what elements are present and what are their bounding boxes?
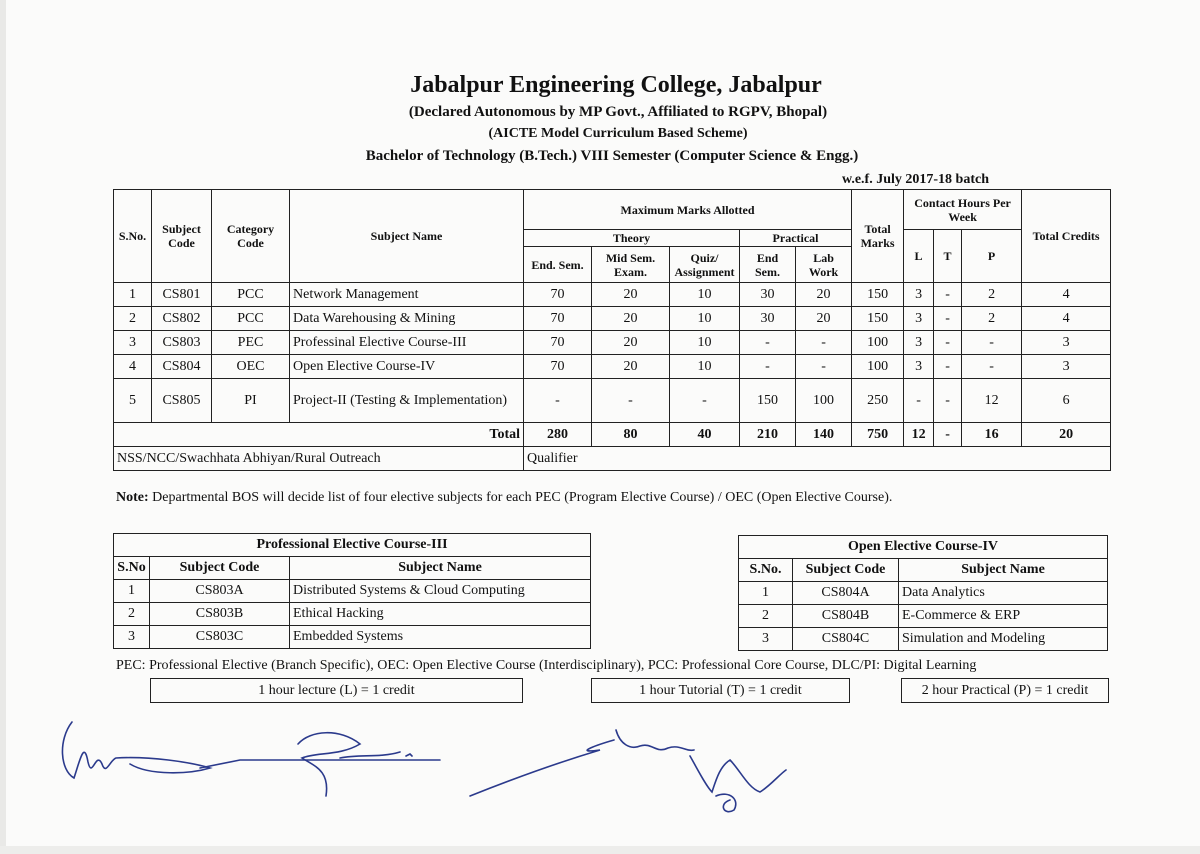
cell-sno: 2 (114, 307, 152, 331)
college-affiliation: (Declared Autonomous by MP Govt., Affiliated to RGPV, Bhopal) (408, 104, 828, 120)
nss-value: Qualifier (524, 447, 1111, 471)
cell-t: - (934, 379, 962, 423)
cell-practical-end: 30 (740, 283, 796, 307)
cell-total-marks: 150 (852, 307, 904, 331)
cell-p: - (962, 331, 1022, 355)
cell-sno: 2 (114, 603, 150, 626)
pe-caption: Professional Elective Course-III (114, 534, 591, 557)
caption-row (114, 534, 591, 557)
col-t: T (934, 230, 962, 283)
open-elective-table (738, 535, 1108, 651)
note (116, 490, 892, 506)
cell-code: CS804B (793, 605, 899, 628)
cell-quiz: 10 (670, 355, 740, 379)
cell-subject-name: Data Warehousing & Mining (290, 307, 524, 331)
page-edge (0, 0, 6, 854)
scheme-name: (AICTE Model Curriculum Based Scheme) (488, 126, 748, 141)
page-edge-bottom (0, 846, 1200, 854)
cell-lab-work: - (796, 355, 852, 379)
oe-col-sno: S.No. (739, 559, 793, 582)
table-row (114, 580, 591, 603)
cell-code: CS801 (152, 283, 212, 307)
col-contact-hours: Contact Hours Per Week (904, 190, 1022, 230)
col-theory: Theory (524, 230, 740, 247)
table-row (739, 605, 1108, 628)
cell-practical-end: - (740, 355, 796, 379)
cell-lab-work: 20 (796, 307, 852, 331)
cell-quiz: 10 (670, 331, 740, 355)
oe-caption: Open Elective Course-IV (739, 536, 1108, 559)
cell-sno: 3 (739, 628, 793, 651)
cell-subject-name: Data Analytics (899, 582, 1108, 605)
cell-subject-name: Network Management (290, 283, 524, 307)
total-label: Total (114, 423, 524, 447)
cell-lab-work: 20 (796, 283, 852, 307)
cell-category: PCC (212, 283, 290, 307)
cell-credits: 3 (1022, 331, 1111, 355)
table-row (114, 626, 591, 649)
col-lab-work: Lab Work (796, 247, 852, 283)
total-quiz: 40 (670, 423, 740, 447)
cell-l: 3 (904, 355, 934, 379)
oe-col-name: Subject Name (899, 559, 1108, 582)
cell-code: CS805 (152, 379, 212, 423)
cell-t: - (934, 331, 962, 355)
pe-col-sno: S.No (114, 557, 150, 580)
col-max-marks: Maximum Marks Allotted (524, 190, 852, 230)
cell-sno: 4 (114, 355, 152, 379)
cell-subject-name: Simulation and Modeling (899, 628, 1108, 651)
col-practical-end-sem: End Sem. (740, 247, 796, 283)
cell-total-marks: 150 (852, 283, 904, 307)
nss-row (114, 447, 1111, 471)
signature-4 (690, 756, 786, 812)
cell-l: - (904, 379, 934, 423)
cell-quiz: 10 (670, 307, 740, 331)
table-row (114, 379, 1111, 423)
signature-3 (470, 730, 694, 796)
note-label: Note: (116, 490, 149, 505)
cell-mid-sem: 20 (592, 331, 670, 355)
professional-elective-table (113, 533, 591, 649)
total-practical-end: 210 (740, 423, 796, 447)
cell-practical-end: 30 (740, 307, 796, 331)
oe-col-code: Subject Code (793, 559, 899, 582)
cell-code: CS803 (152, 331, 212, 355)
cell-subject-name: Open Elective Course-IV (290, 355, 524, 379)
table-row (114, 603, 591, 626)
table-row (739, 582, 1108, 605)
col-p: P (962, 230, 1022, 283)
col-category-code: Category Code (212, 190, 290, 283)
signatures (40, 700, 820, 820)
cell-code: CS803A (150, 580, 290, 603)
cell-p: - (962, 355, 1022, 379)
lecture-credit-box: 1 hour lecture (L) = 1 credit (150, 678, 523, 703)
cell-total-marks: 100 (852, 355, 904, 379)
cell-credits: 4 (1022, 283, 1111, 307)
cell-code: CS804C (793, 628, 899, 651)
cell-mid-sem: 20 (592, 283, 670, 307)
cell-total-marks: 250 (852, 379, 904, 423)
cell-t: - (934, 283, 962, 307)
col-practical: Practical (740, 230, 852, 247)
table-row (114, 331, 1111, 355)
cell-subject-name: E-Commerce & ERP (899, 605, 1108, 628)
cell-category: PI (212, 379, 290, 423)
cell-l: 3 (904, 331, 934, 355)
col-subject-name: Subject Name (290, 190, 524, 283)
cell-end-sem: - (524, 379, 592, 423)
cell-sno: 1 (114, 283, 152, 307)
cell-code: CS802 (152, 307, 212, 331)
col-total-credits: Total Credits (1022, 190, 1111, 283)
total-t: - (934, 423, 962, 447)
cell-code: CS803B (150, 603, 290, 626)
cell-end-sem: 70 (524, 331, 592, 355)
cell-p: 2 (962, 283, 1022, 307)
col-l: L (904, 230, 934, 283)
table-row (114, 283, 1111, 307)
cell-credits: 6 (1022, 379, 1111, 423)
cell-quiz: 10 (670, 283, 740, 307)
col-total-marks: Total Marks (852, 190, 904, 283)
cell-end-sem: 70 (524, 355, 592, 379)
cell-sno: 1 (739, 582, 793, 605)
col-subject-code: Subject Code (152, 190, 212, 283)
table-row (114, 355, 1111, 379)
signature-2 (298, 733, 412, 796)
col-sno: S.No. (114, 190, 152, 283)
cell-code: CS803C (150, 626, 290, 649)
header-row (739, 559, 1108, 582)
header-row (114, 190, 1111, 230)
header-row (114, 557, 591, 580)
table-row (114, 307, 1111, 331)
cell-credits: 4 (1022, 307, 1111, 331)
cell-t: - (934, 355, 962, 379)
abbreviation-legend: PEC: Professional Elective (Branch Specific), OEC: Open Elective Course (Interdisciplinary), PCC: Professional Core Course, DLC/PI: Digital Learning (116, 658, 977, 673)
cell-sno: 2 (739, 605, 793, 628)
cell-category: OEC (212, 355, 290, 379)
tutorial-credit-box: 1 hour Tutorial (T) = 1 credit (591, 678, 850, 703)
cell-subject-name: Project-II (Testing & Implementation) (290, 379, 524, 423)
total-end-sem: 280 (524, 423, 592, 447)
cell-mid-sem: - (592, 379, 670, 423)
total-credits: 20 (1022, 423, 1111, 447)
col-mid-sem: Mid Sem. Exam. (592, 247, 670, 283)
practical-credit-box: 2 hour Practical (P) = 1 credit (901, 678, 1109, 703)
totals-row (114, 423, 1111, 447)
caption-row (739, 536, 1108, 559)
cell-subject-name: Distributed Systems & Cloud Computing (290, 580, 591, 603)
cell-subject-name: Ethical Hacking (290, 603, 591, 626)
table-row (739, 628, 1108, 651)
cell-p: 2 (962, 307, 1022, 331)
cell-quiz: - (670, 379, 740, 423)
program-semester: Bachelor of Technology (B.Tech.) VIII Semester (Computer Science & Engg.) (365, 148, 859, 164)
cell-l: 3 (904, 307, 934, 331)
total-marks: 750 (852, 423, 904, 447)
col-quiz: Quiz/ Assignment (670, 247, 740, 283)
cell-subject-name: Embedded Systems (290, 626, 591, 649)
college-title: Jabalpur Engineering College, Jabalpur (410, 72, 822, 98)
total-lab-work: 140 (796, 423, 852, 447)
cell-mid-sem: 20 (592, 355, 670, 379)
note-text: Departmental BOS will decide list of four elective subjects for each PEC (Program Elective Course) / OEC (Open Elective Course). (152, 490, 893, 505)
cell-subject-name: Professinal Elective Course-III (290, 331, 524, 355)
cell-category: PEC (212, 331, 290, 355)
cell-category: PCC (212, 307, 290, 331)
cell-p: 12 (962, 379, 1022, 423)
col-end-sem: End. Sem. (524, 247, 592, 283)
total-mid-sem: 80 (592, 423, 670, 447)
cell-sno: 3 (114, 331, 152, 355)
cell-sno: 1 (114, 580, 150, 603)
total-l: 12 (904, 423, 934, 447)
cell-code: CS804A (793, 582, 899, 605)
cell-sno: 5 (114, 379, 152, 423)
cell-code: CS804 (152, 355, 212, 379)
cell-sno: 3 (114, 626, 150, 649)
nss-label: NSS/NCC/Swachhata Abhiyan/Rural Outreach (114, 447, 524, 471)
cell-total-marks: 100 (852, 331, 904, 355)
cell-lab-work: - (796, 331, 852, 355)
cell-t: - (934, 307, 962, 331)
pe-col-name: Subject Name (290, 557, 591, 580)
cell-mid-sem: 20 (592, 307, 670, 331)
total-p: 16 (962, 423, 1022, 447)
cell-end-sem: 70 (524, 307, 592, 331)
cell-practical-end: 150 (740, 379, 796, 423)
pe-col-code: Subject Code (150, 557, 290, 580)
cell-end-sem: 70 (524, 283, 592, 307)
cell-practical-end: - (740, 331, 796, 355)
cell-lab-work: 100 (796, 379, 852, 423)
signature-1 (62, 722, 440, 778)
cell-l: 3 (904, 283, 934, 307)
effective-batch: w.e.f. July 2017-18 batch (842, 172, 989, 187)
cell-credits: 3 (1022, 355, 1111, 379)
scheme-table (113, 189, 1111, 471)
